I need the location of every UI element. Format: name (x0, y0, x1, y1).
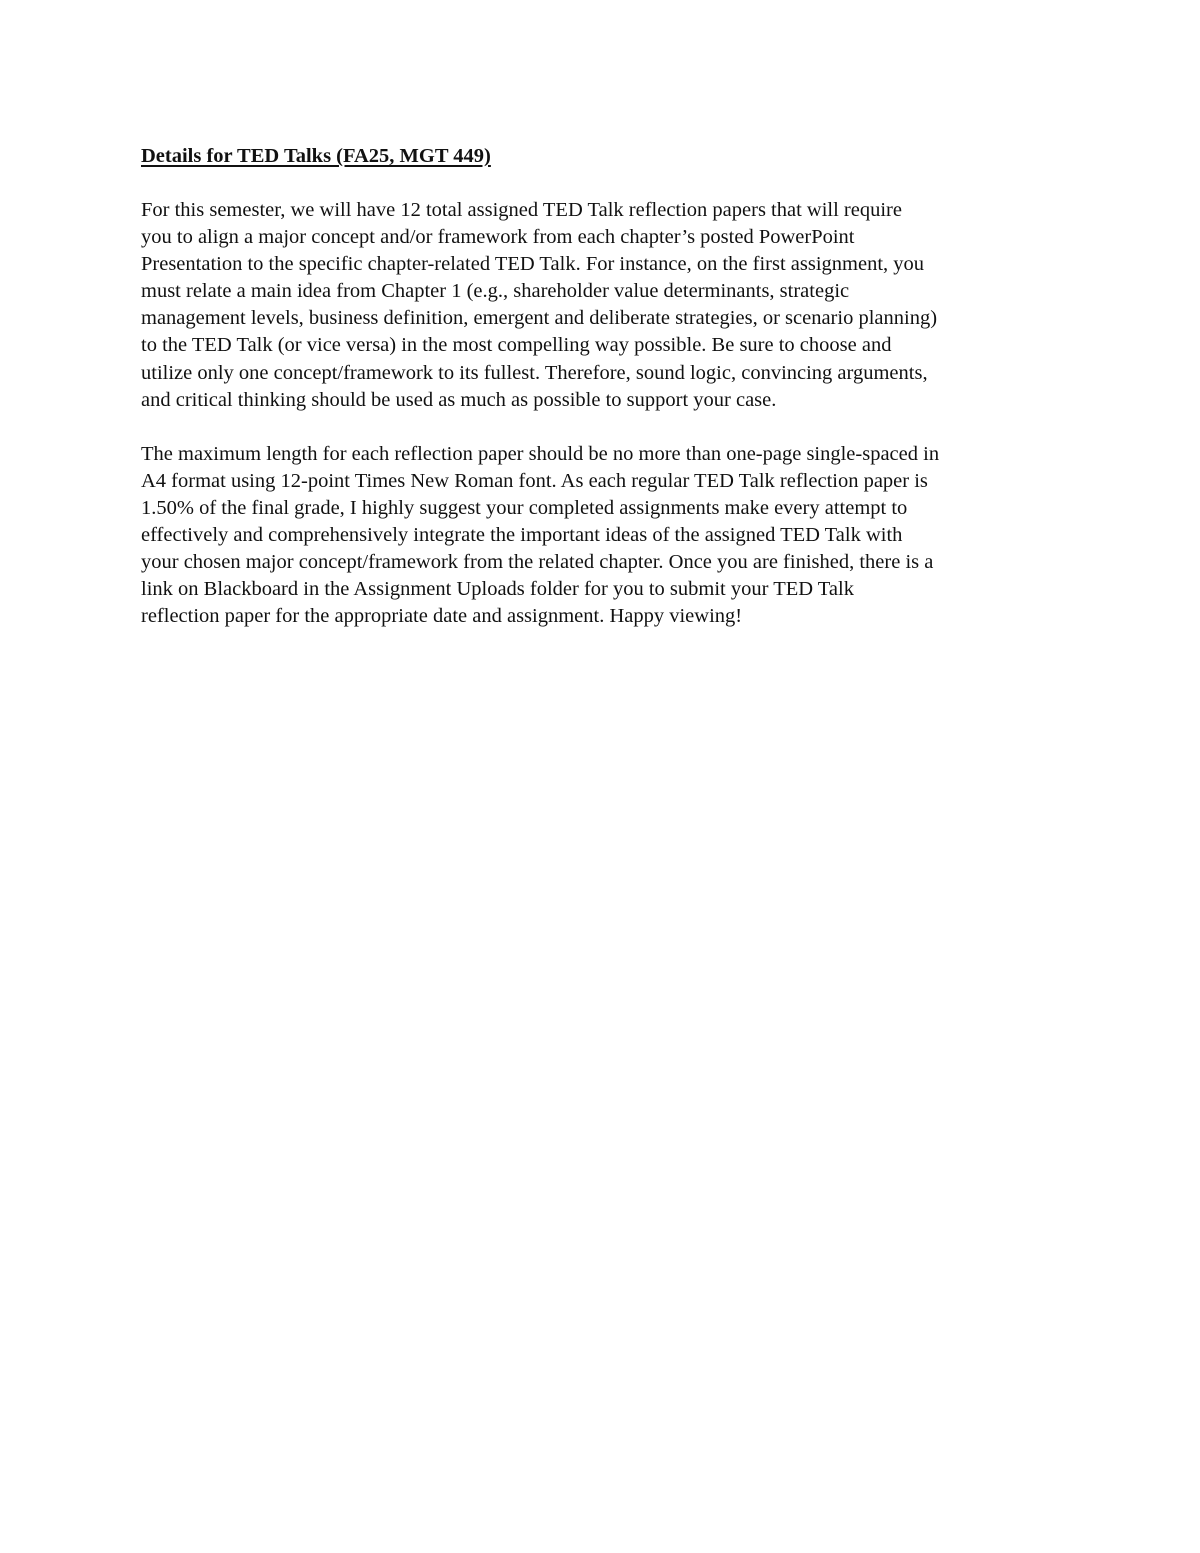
text-line: and critical thinking should be used as much as possible to support your case. (141, 388, 777, 411)
text-line: reflection paper for the appropriate date and assignment. Happy viewing! (141, 605, 743, 628)
text-line: For this semester, we will have 12 total assigned TED Talk reflection papers that will require (141, 199, 902, 221)
text-line: Presentation to the specific chapter-related TED Talk. For instance, on the first assignment, you (141, 253, 925, 276)
text-line: to the TED Talk (or vice versa) in the most compelling way possible. Be sure to choose and (141, 334, 892, 357)
text-line: you to align a major concept and/or framework from each chapter’s posted PowerPoint (141, 226, 855, 249)
text-line: 1.50% of the final grade, I highly suggest your completed assignments make every attempt to (141, 496, 908, 519)
paragraph-assignment-overview (141, 197, 1081, 414)
document-title: Details for TED Talks (FA25, MGT 449) (141, 145, 491, 167)
text-line: A4 format using 12-point Times New Roman font. As each regular TED Talk reflection paper is (141, 469, 928, 492)
text-line: effectively and comprehensively integrate the important ideas of the assigned TED Talk with (141, 524, 903, 547)
text-line: The maximum length for each reflection paper should be no more than one-page single-spaced in (141, 442, 940, 465)
text-line: utilize only one concept/framework to its fullest. Therefore, sound logic, convincing arguments, (141, 361, 928, 384)
text-line: management levels, business definition, emergent and deliberate strategies, or scenario planning) (141, 307, 938, 330)
paragraph-format-and-submission (141, 441, 1081, 631)
text-line: link on Blackboard in the Assignment Uploads folder for you to submit your TED Talk (141, 578, 854, 601)
text-line: your chosen major concept/framework from the related chapter. Once you are finished, there is a (141, 551, 934, 574)
text-line: must relate a main idea from Chapter 1 (e.g., shareholder value determinants, strategic (141, 280, 850, 303)
document-body (141, 143, 1081, 657)
